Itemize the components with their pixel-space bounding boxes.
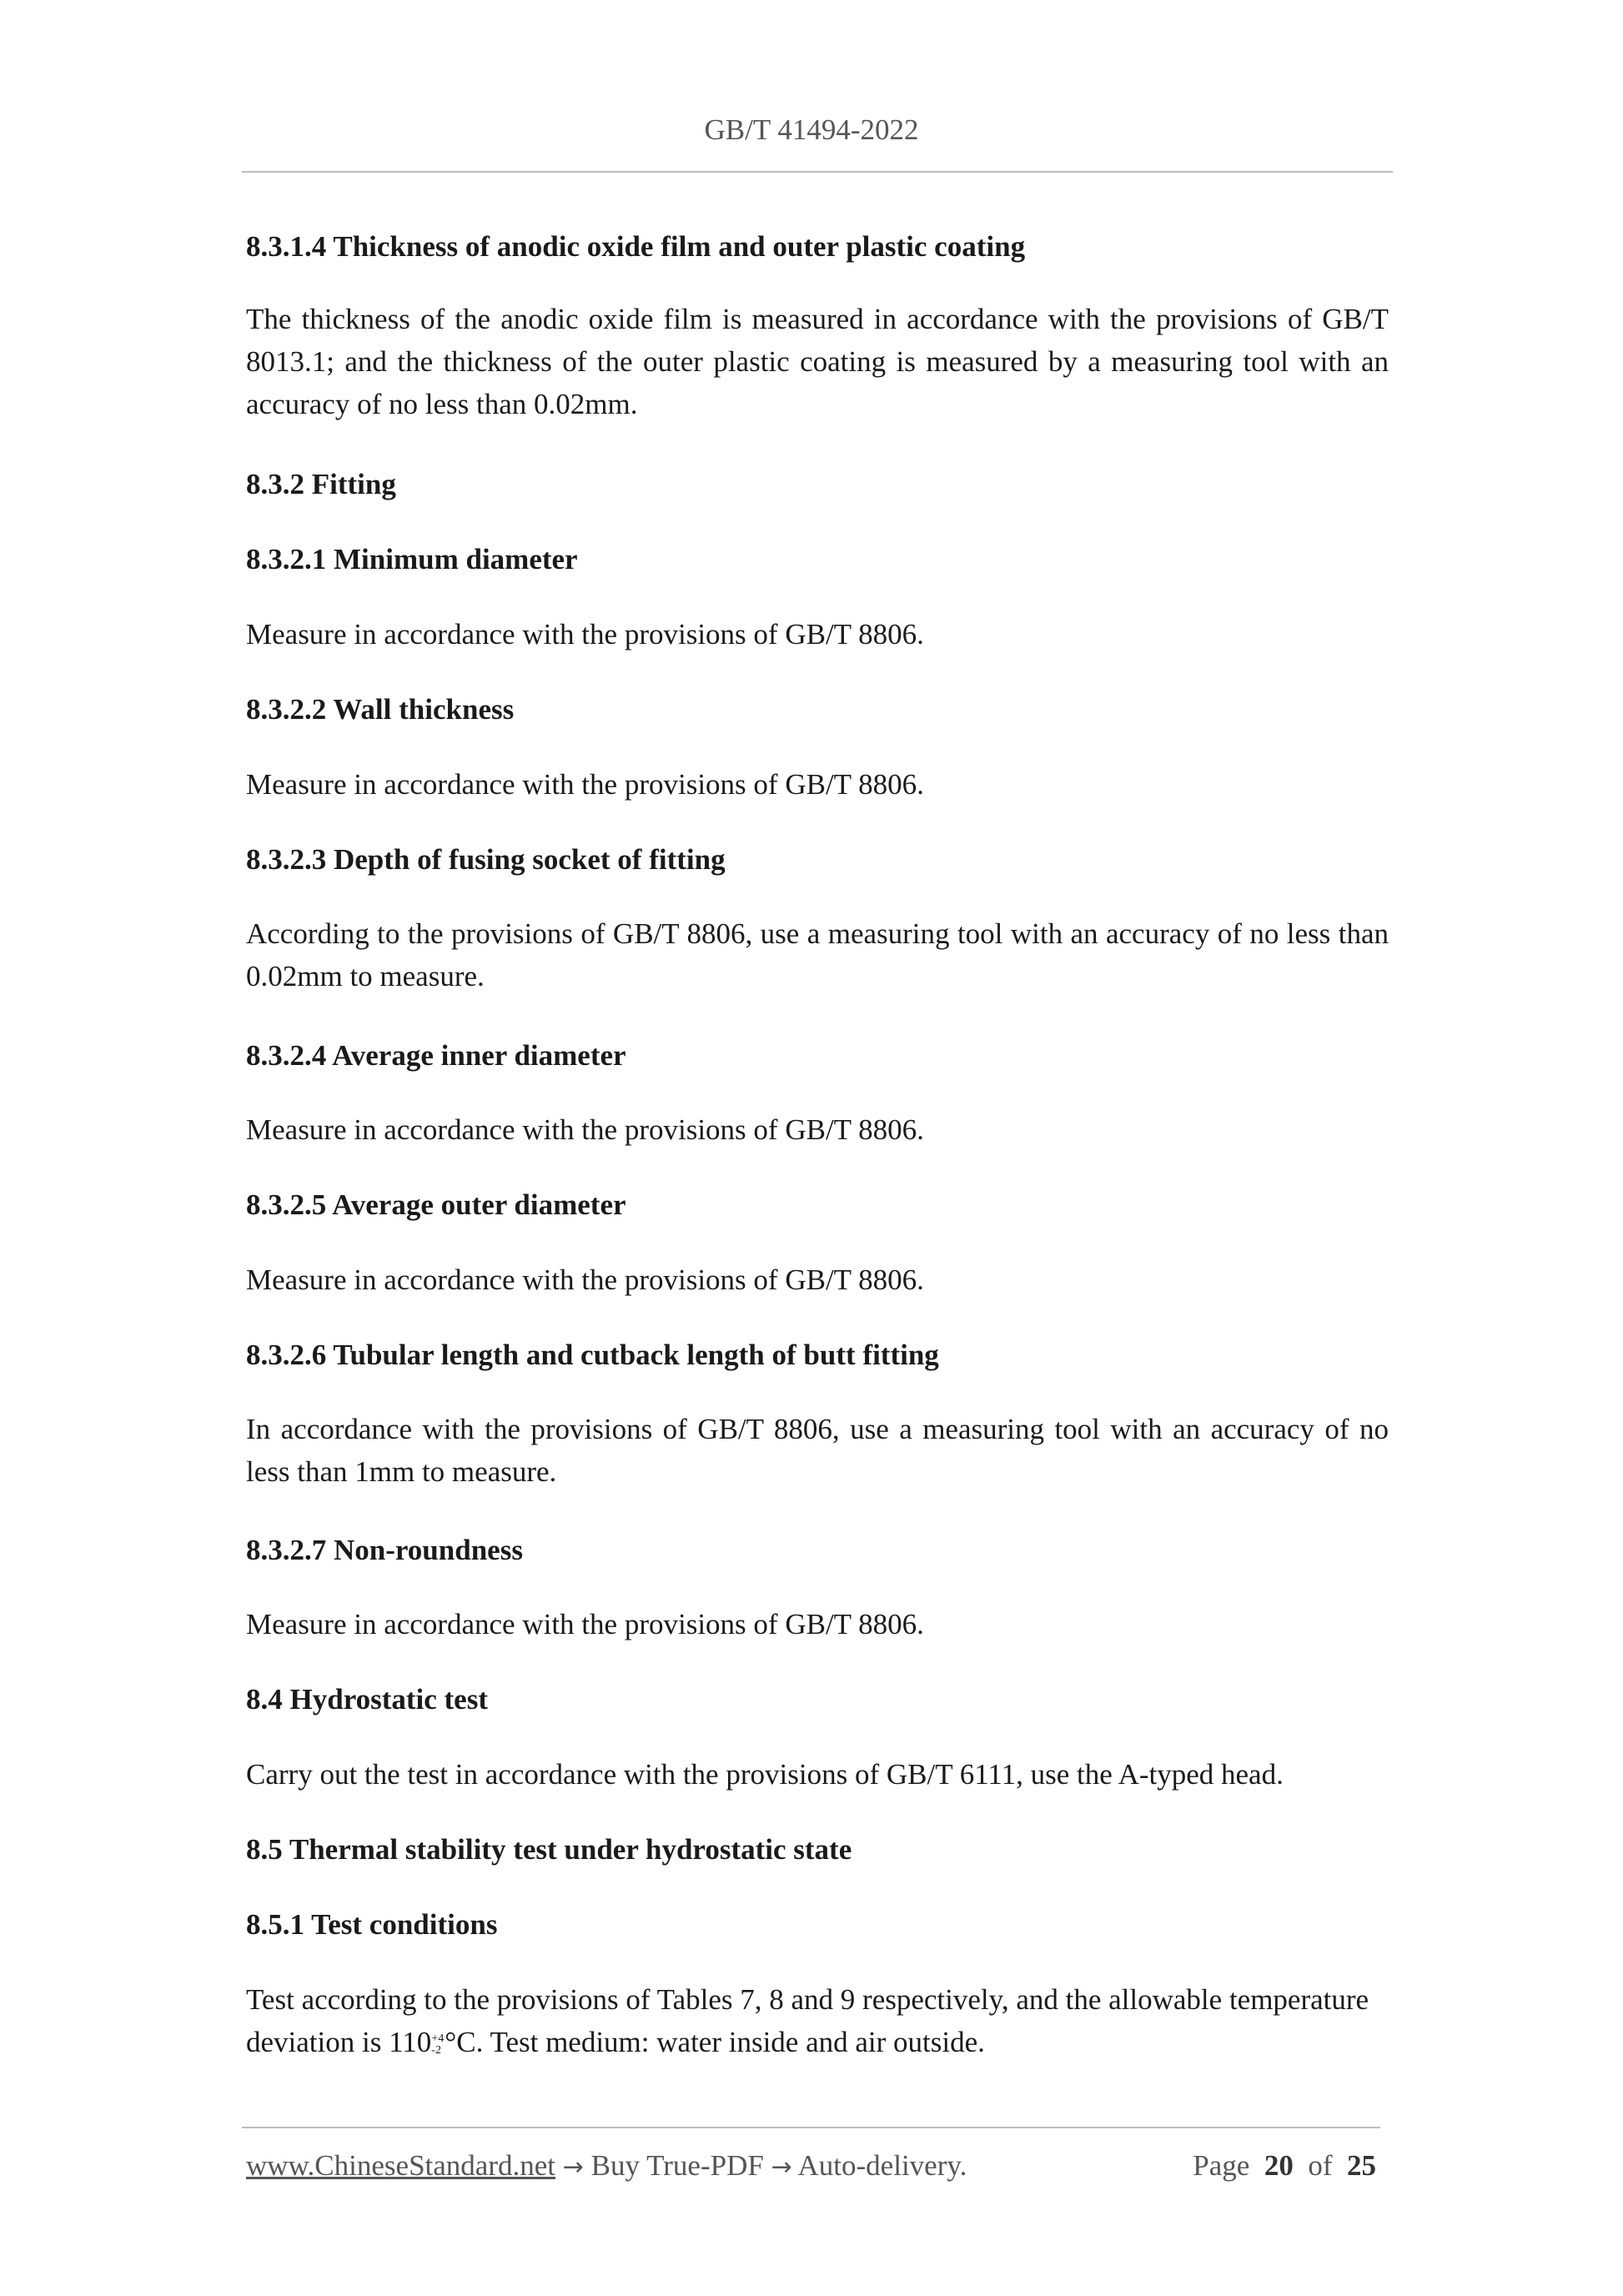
section-heading: 8.5.1 Test conditions xyxy=(246,1908,498,1941)
page-total: 25 xyxy=(1347,2149,1376,2182)
footer-divider xyxy=(242,2127,1380,2128)
section-heading: 8.5 Thermal stability test under hydrostatic state xyxy=(246,1833,852,1866)
footer-promo xyxy=(246,2149,967,2183)
section-heading: 8.3.2.1 Minimum diameter xyxy=(246,543,578,575)
section-heading: 8.3.2.6 Tubular length and cutback length of butt fitting xyxy=(246,1339,939,1371)
section-heading: 8.3.1.4 Thickness of anodic oxide film and outer plastic coating xyxy=(246,230,1026,263)
page-footer xyxy=(246,2149,1376,2183)
section-paragraph: Test according to the provisions of Tables 7, 8 and 9 respectively, and the allowable temperature xyxy=(246,1983,1369,2016)
section-paragraph: Measure in accordance with the provisions of GB/T 8806. xyxy=(246,618,924,651)
delivery-text: Auto-delivery. xyxy=(797,2149,967,2182)
page-label: Page xyxy=(1193,2149,1250,2182)
temperature-suffix: °C. Test medium: water inside and air outside. xyxy=(445,2026,985,2058)
section-paragraph: According to the provisions of GB/T 8806, use a measuring tool with an accuracy of no less than 0.02mm to measure. xyxy=(246,917,1389,992)
section-paragraph: Carry out the test in accordance with the provisions of GB/T 6111, use the A-typed head. xyxy=(246,1758,1284,1791)
temperature-tolerance xyxy=(431,2033,443,2057)
document-header: GB/T 41494-2022 xyxy=(704,113,919,146)
tolerance-upper: +4 xyxy=(431,2032,445,2045)
section-paragraph: Measure in accordance with the provisions of GB/T 8806. xyxy=(246,1264,924,1296)
section-paragraph-continued xyxy=(246,2021,1389,2063)
section-paragraph: Measure in accordance with the provisions of GB/T 8806. xyxy=(246,1113,924,1146)
site-link[interactable]: www.ChineseStandard.net xyxy=(246,2149,555,2182)
section-heading: 8.4 Hydrostatic test xyxy=(246,1683,488,1716)
header-divider xyxy=(242,171,1393,173)
section-paragraph: In accordance with the provisions of GB/T 8806, use a measuring tool with an accuracy of no less than 1mm to measure. xyxy=(246,1413,1389,1488)
buy-text: Buy True-PDF xyxy=(590,2149,764,2182)
arrow-right-icon: → xyxy=(562,2153,584,2182)
page-current: 20 xyxy=(1264,2149,1294,2182)
section-heading: 8.3.2 Fitting xyxy=(246,468,396,500)
section-heading: 8.3.2.4 Average inner diameter xyxy=(246,1039,626,1072)
section-paragraph: Measure in accordance with the provisions of GB/T 8806. xyxy=(246,1608,924,1640)
section-heading: 8.3.2.7 Non-roundness xyxy=(246,1534,523,1566)
section-heading: 8.3.2.5 Average outer diameter xyxy=(246,1188,626,1221)
tolerance-lower: -2 xyxy=(431,2043,441,2057)
page-of: of xyxy=(1308,2149,1333,2182)
temperature-prefix: deviation is 110 xyxy=(246,2026,432,2058)
section-heading: 8.3.2.2 Wall thickness xyxy=(246,693,515,726)
arrow-right-icon: → xyxy=(771,2153,792,2182)
section-heading: 8.3.2.3 Depth of fusing socket of fitting xyxy=(246,843,726,876)
page-indicator xyxy=(1193,2149,1376,2183)
section-paragraph: Measure in accordance with the provisions of GB/T 8806. xyxy=(246,768,924,801)
section-paragraph: The thickness of the anodic oxide film is measured in accordance with the provisions of GB/T 8013.1; and the thickness of the outer plastic coating is measured by a measuring tool with an accuracy of no less than 0.02mm. xyxy=(246,303,1389,420)
